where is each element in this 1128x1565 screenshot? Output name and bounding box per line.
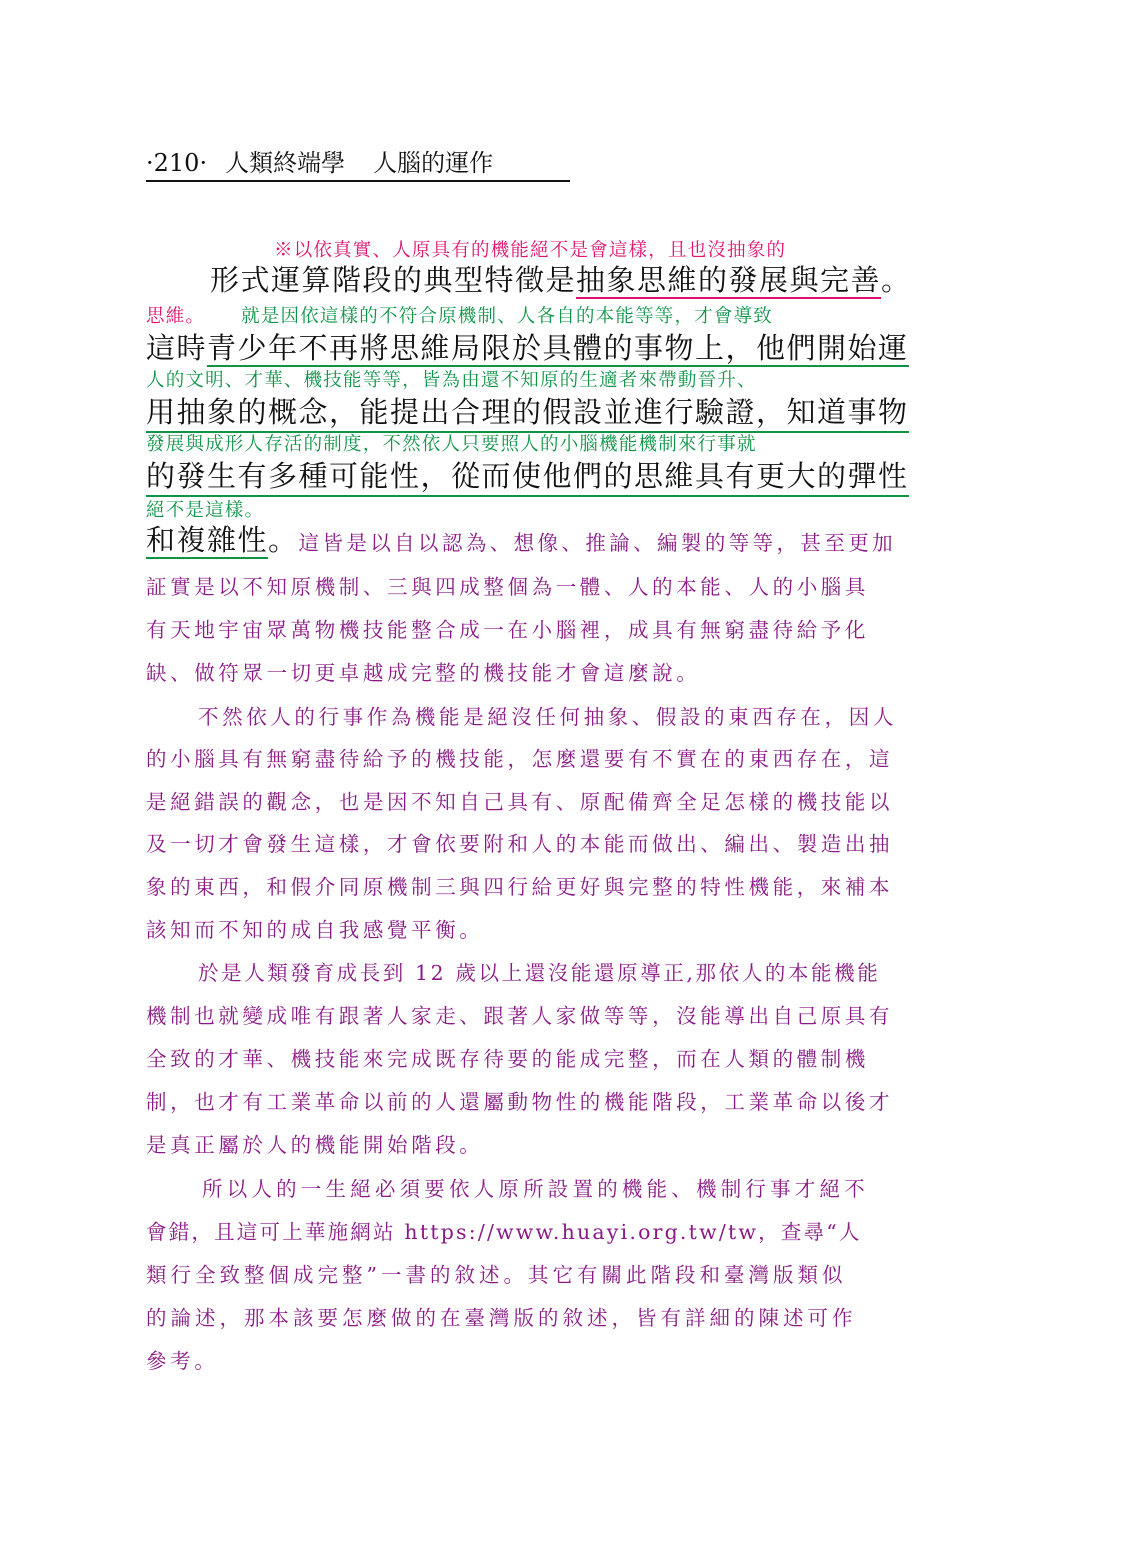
book-title: 人類終端學 (225, 149, 346, 177)
chapter-title: 人腦的運作 (373, 149, 494, 177)
paragraph-2-line: 是絕錯誤的觀念，也是因不知自己具有、原配備齊全足怎樣的機技能以 (146, 790, 894, 814)
main-text-line-2 (146, 326, 909, 367)
paragraph-1-line: 有天地宇宙眾萬物機技能整合成一在小腦裡，成具有無窮盡待給予化 (146, 618, 869, 642)
paragraph-4-line: 類行全致整個成完整”一書的敘述。其它有關此階段和臺灣版類似 (146, 1263, 847, 1287)
annotation-line-2 (146, 302, 773, 328)
annotation-segment: 思維。 (146, 306, 206, 327)
annotation-line-5: 絕不是這樣。 (146, 500, 265, 521)
paragraph-2-line: 象的東西，和假介同原機制三與四行給更好與完整的特性機能，來補本 (146, 875, 894, 899)
main-text-segment: 形式運算階段的典型特徵是 (210, 263, 577, 297)
main-text-segment: 這時 (146, 331, 208, 365)
paragraph-3-line: 機制也就變成唯有跟著人家走、跟著人家做等等，沒能導出自己原具有 (146, 1004, 894, 1028)
running-header (146, 146, 570, 182)
paragraph-2-line: 該知而不知的成自我感覺平衡。 (146, 918, 484, 942)
main-text-line-5 (146, 518, 896, 559)
annotation-line-1: ※以依真實、人原具有的機能絕不是會這樣，且也沒抽象的 (274, 240, 787, 261)
annotation-line-4: 發展與成形人存活的制度，不然依人只要照人的小腦機能機制來行事就 (146, 434, 757, 455)
underlined-phrase: 抽象思維的發展與完善 (576, 263, 882, 297)
paragraph-3-line: 是真正屬於人的機能開始階段。 (146, 1133, 484, 1157)
paragraph-3-line: 全致的才華、機技能來完成既存待要的能成完整，而在人類的體制機 (146, 1047, 869, 1071)
paragraph-4-line: 參考。 (146, 1349, 219, 1373)
page-number: ·210· (146, 149, 208, 177)
paragraph-2-line: 的小腦具有無窮盡待給予的機技能，怎麼還要有不實在的東西存在，這 (146, 747, 894, 771)
paragraph-4-line: 的論述，那本該要怎麼做的在臺灣版的敘述，皆有詳細的陳述可作 (146, 1306, 857, 1330)
main-text-line-3: 用抽象的概念，能提出合理的假設並進行驗證，知道事物 (146, 390, 909, 433)
paragraph-4-line: 會錯，且這可上華施網站 https://www.huayi.org.tw/tw，查尋“人 (146, 1220, 862, 1244)
paragraph-1-line: 缺、做符眾一切更卓越成完整的機技能才會這麼說。 (146, 661, 701, 685)
underlined-phrase: 和複雜性 (146, 523, 269, 557)
main-text-line-4: 的發生有多種可能性，從而使他們的思維具有更大的彈性 (146, 454, 909, 497)
main-text-punctuation: 。 (268, 523, 299, 557)
paragraph-3-line: 於是人類發育成長到 12 歲以上還沒能還原導正,那依人的本能機能 (198, 961, 881, 985)
paragraph-2-line: 不然依人的行事作為機能是絕沒任何抽象、假設的東西存在，因人 (198, 705, 897, 729)
annotation-segment: 就是因依這樣的不符合原機制、人各自的本能等等，才會導致 (241, 306, 774, 327)
main-text-punctuation: 。 (881, 263, 912, 297)
paragraph-4-line: 所以人的一生絕必須要依人原所設置的機能、機制行事才絕不 (202, 1177, 869, 1201)
underlined-phrase: 青少年不再將思維局限於具體的事物上，他們開始運 (207, 331, 909, 365)
paragraph-2-line: 及一切才會發生這樣，才會依要附和人的本能而做出、編出、製造出抽 (146, 832, 894, 856)
paragraph-3-line: 制，也才有工業革命以前的人還屬動物性的機能階段，工業革命以後才 (146, 1090, 894, 1114)
main-text-line-1 (210, 258, 912, 299)
paragraph-1-line: 証實是以不知原機制、三與四成整個為一體、人的本能、人的小腦具 (146, 575, 869, 599)
annotation-line-3: 人的文明、才華、機技能等等，皆為由還不知原的生適者來帶動晉升、 (146, 370, 757, 391)
body-text-segment: 這皆是以自以認為、想像、推論、編製的等等，甚至更加 (298, 531, 897, 555)
